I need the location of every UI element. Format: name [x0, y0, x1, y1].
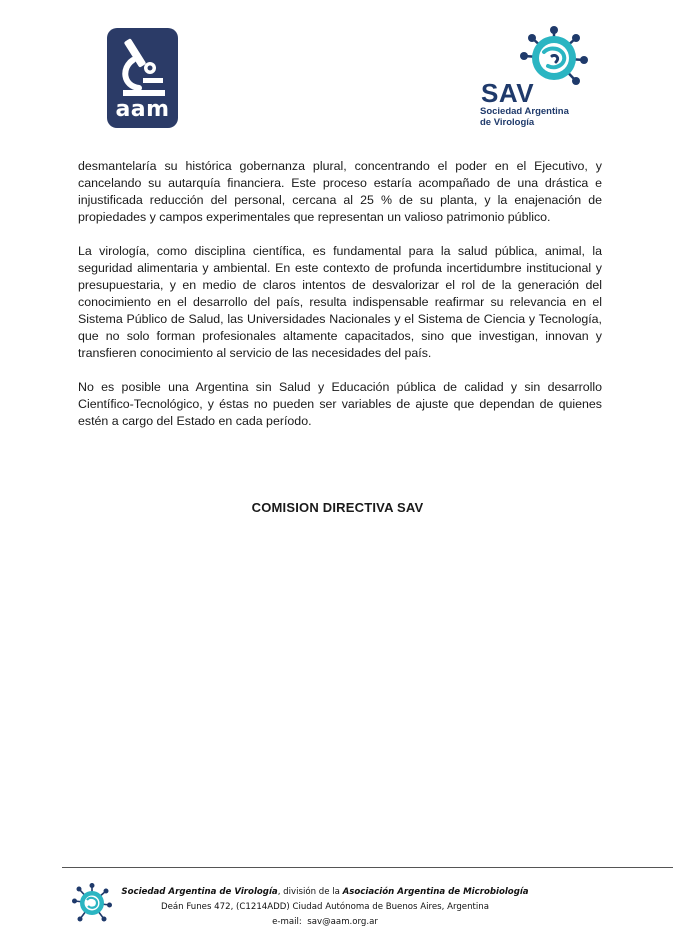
footer-line-3: [110, 915, 540, 930]
footer-org-name: Sociedad Argentina de Virología: [121, 887, 278, 897]
footer-address: Deán Funes 472, (C1214ADD) Ciudad Autónoma de Buenos Aires, Argentina: [160, 902, 490, 912]
body-paragraph-2: La virología, como disciplina científica, es fundamental para la salud pública, animal, la seguridad alimentaria y ambiental. En este contexto de profunda incertidumbre institucional y presupuestaria, y en medio de claros intentos de desvalorizar el rol de la generación del conocimiento en el desarrollo del país, resulta indispensable reafirmar su relevancia en el Sistema Público de Salud, las Universidades Nacionales y el Sistema de Ciencia y Tecnología, que no solo forman profesionales altamente capacitados, sino que investigan, innovan y transfieren conocimiento al servicio de las necesidades del país.: [78, 244, 602, 360]
aam-logo: [107, 28, 178, 128]
sav-logo-name: [480, 106, 598, 128]
sav-logo: [478, 26, 598, 130]
footer-division-text: , división de la: [277, 887, 343, 897]
footer-parent-org: Asociación Argentina de Microbiología: [342, 887, 529, 897]
microscope-icon: [117, 34, 167, 98]
footer-email[interactable]: sav@aam.org.ar: [307, 917, 378, 927]
footer-email-label: e-mail:: [272, 917, 302, 927]
sav-logo-name-line2: de Virología: [480, 117, 535, 128]
body-paragraph-3: No es posible una Argentina sin Salud y Educación pública de calidad y sin desarrollo Científico-Tecnológico, y éstas no pueden ser variables de ajuste que dependan de quienes estén a cargo del Estado en cada período.: [78, 380, 602, 428]
sav-logo-name-line1: Sociedad Argentina: [480, 106, 569, 117]
footer-divider: [62, 867, 673, 868]
footer-text: [110, 885, 540, 930]
footer-line-1: [110, 885, 540, 900]
letter-body: [78, 158, 602, 447]
sav-logo-mark: SAV: [481, 78, 535, 108]
aam-logo-text: aam: [115, 97, 170, 122]
body-paragraph-1: desmantelaría su histórica gobernanza plural, concentrando el poder en el Ejecutivo, y cancelando su autarquía financiera. Este proceso estaría acompañado de una drástica e injustificada reducción del personal, cercana al 25 % de su planta, y la enajenación de propiedades y campos experimentales que representan un valioso patrimonio público.: [78, 159, 602, 224]
signature: COMISION DIRECTIVA SAV: [251, 500, 424, 515]
footer-virus-icon: [72, 883, 112, 923]
